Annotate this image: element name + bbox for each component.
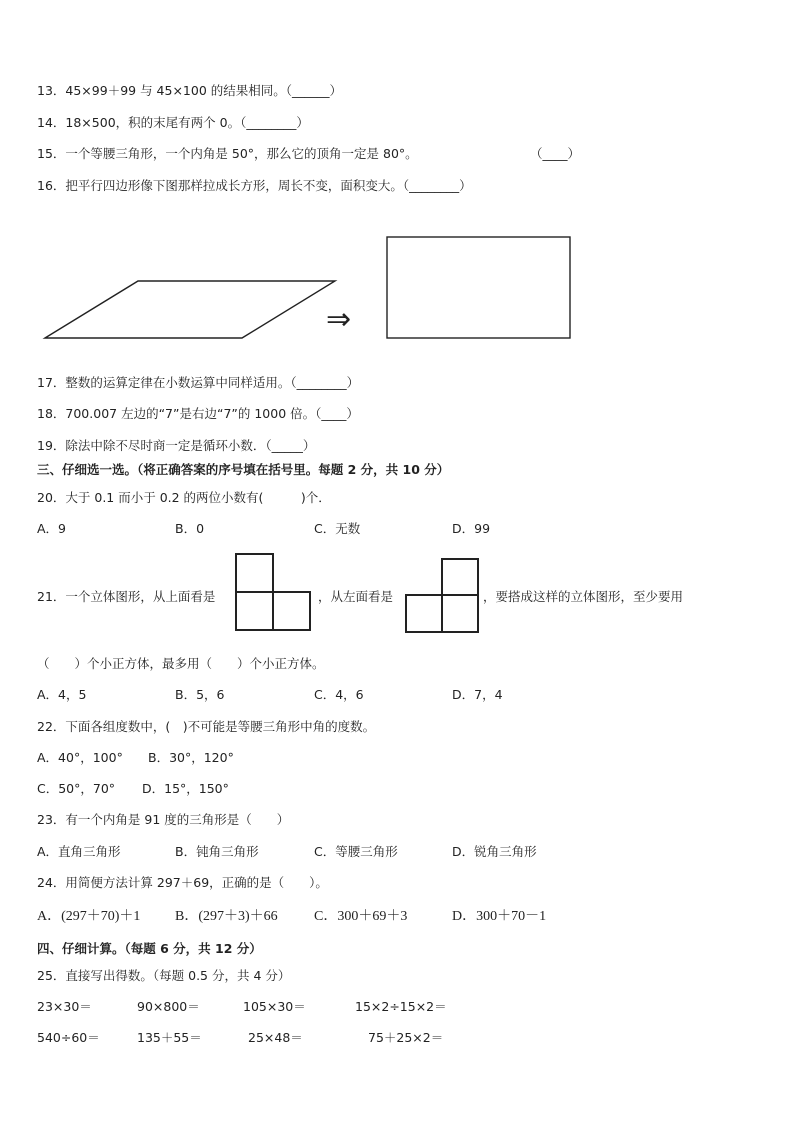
q20-option-c: C．无数 [314,521,361,536]
q20-option-d: D．99 [452,521,491,536]
q20-option-b: B．0 [175,521,205,536]
left-view-square [406,595,442,632]
q22-option-d: D．15°，150° [142,781,229,796]
top-view-square [236,554,273,592]
q25-item: 23×30＝ [37,999,92,1014]
q24-option-b: B．(297＋3)＋66 [175,909,278,924]
q21-option-d: D．7，4 [452,687,503,702]
top-view-square [236,592,273,630]
question-15: 15．一个等腰三角形，一个内角是 50°，那么它的顶角一定是 80°。 [37,146,418,161]
q21-option-c: C．4，6 [314,687,364,702]
question-21-line2: （ ）个小正方体，最多用（ ）个小正方体。 [37,656,325,671]
question-15-blank: （____） [530,146,581,161]
double-arrow-icon: ⇒ [326,302,352,337]
q23-option-c: C．等腰三角形 [314,844,398,859]
top-view-square [273,592,310,630]
section-3-heading: 三、仔细选一选。（将正确答案的序号填在括号里。每题 2 分，共 10 分） [37,462,450,477]
q21-option-a: A．4，5 [37,687,87,702]
question-24: 24．用简便方法计算 297＋69，正确的是（ ）。 [37,875,328,890]
question-18: 18．700.007 左边的“7”是右边“7”的 1000 倍。（____） [37,406,359,421]
q24-option-c: C．300＋69＋3 [314,909,408,924]
q22-option-a: A．40°，100° [37,750,123,765]
section-4-heading: 四、仔细计算。（每题 6 分，共 12 分） [37,941,262,956]
question-16: 16．把平行四边形像下图那样拉成长方形，周长不变，面积变大。（________） [37,178,472,193]
q22-option-c: C．50°，70° [37,781,116,796]
question-19: 19．除法中除不尽时商一定是循环小数．（_____） [37,438,316,453]
question-21-part2: ，从左面看是 [318,589,394,604]
q24-option-d: D．300＋70－1 [452,909,547,924]
question-20: 20．大于 0.1 而小于 0.2 的两位小数有( )个． [37,490,331,505]
question-14: 14．18×500，积的末尾有两个 0。（________） [37,115,309,130]
q22-option-b: B．30°，120° [148,750,234,765]
left-view-square [442,559,478,595]
q25-item: 75＋25×2＝ [368,1030,444,1045]
q25-item: 90×800＝ [137,999,200,1014]
q20-option-a: A．9 [37,521,67,536]
question-23: 23．有一个内角是 91 度的三角形是（ ） [37,812,290,827]
q21-option-b: B．5，6 [175,687,225,702]
question-21-part1: 21．一个立体图形，从上面看是 [37,589,216,604]
left-view-square [442,595,478,632]
q25-item: 540÷60＝ [37,1030,100,1045]
q23-option-a: A．直角三角形 [37,844,121,859]
q25-item: 15×2÷15×2＝ [355,999,447,1014]
q25-item: 25×48＝ [248,1030,303,1045]
rectangle-shape [387,237,570,338]
left-view-figure [404,557,482,635]
q25-item: 105×30＝ [243,999,306,1014]
q25-item: 135＋55＝ [137,1030,202,1045]
question-17: 17．整数的运算定律在小数运算中同样适用。（________） [37,375,360,390]
parallelogram-shape [45,281,335,338]
question-22: 22．下面各组度数中，( )不可能是等腰三角形中角的度数。 [37,719,376,734]
q24-option-a: A．(297＋70)＋1 [37,909,141,924]
parallelogram-to-rectangle-figure [40,232,580,344]
top-view-figure [234,552,314,634]
question-25: 25．直接写出得数。（每题 0.5 分，共 4 分） [37,968,291,983]
q23-option-d: D．锐角三角形 [452,844,537,859]
question-21-part3: ，要搭成这样的立体图形，至少要用 [483,589,684,604]
question-13: 13．45×99＋99 与 45×100 的结果相同。（______） [37,83,343,98]
q23-option-b: B．钝角三角形 [175,844,259,859]
